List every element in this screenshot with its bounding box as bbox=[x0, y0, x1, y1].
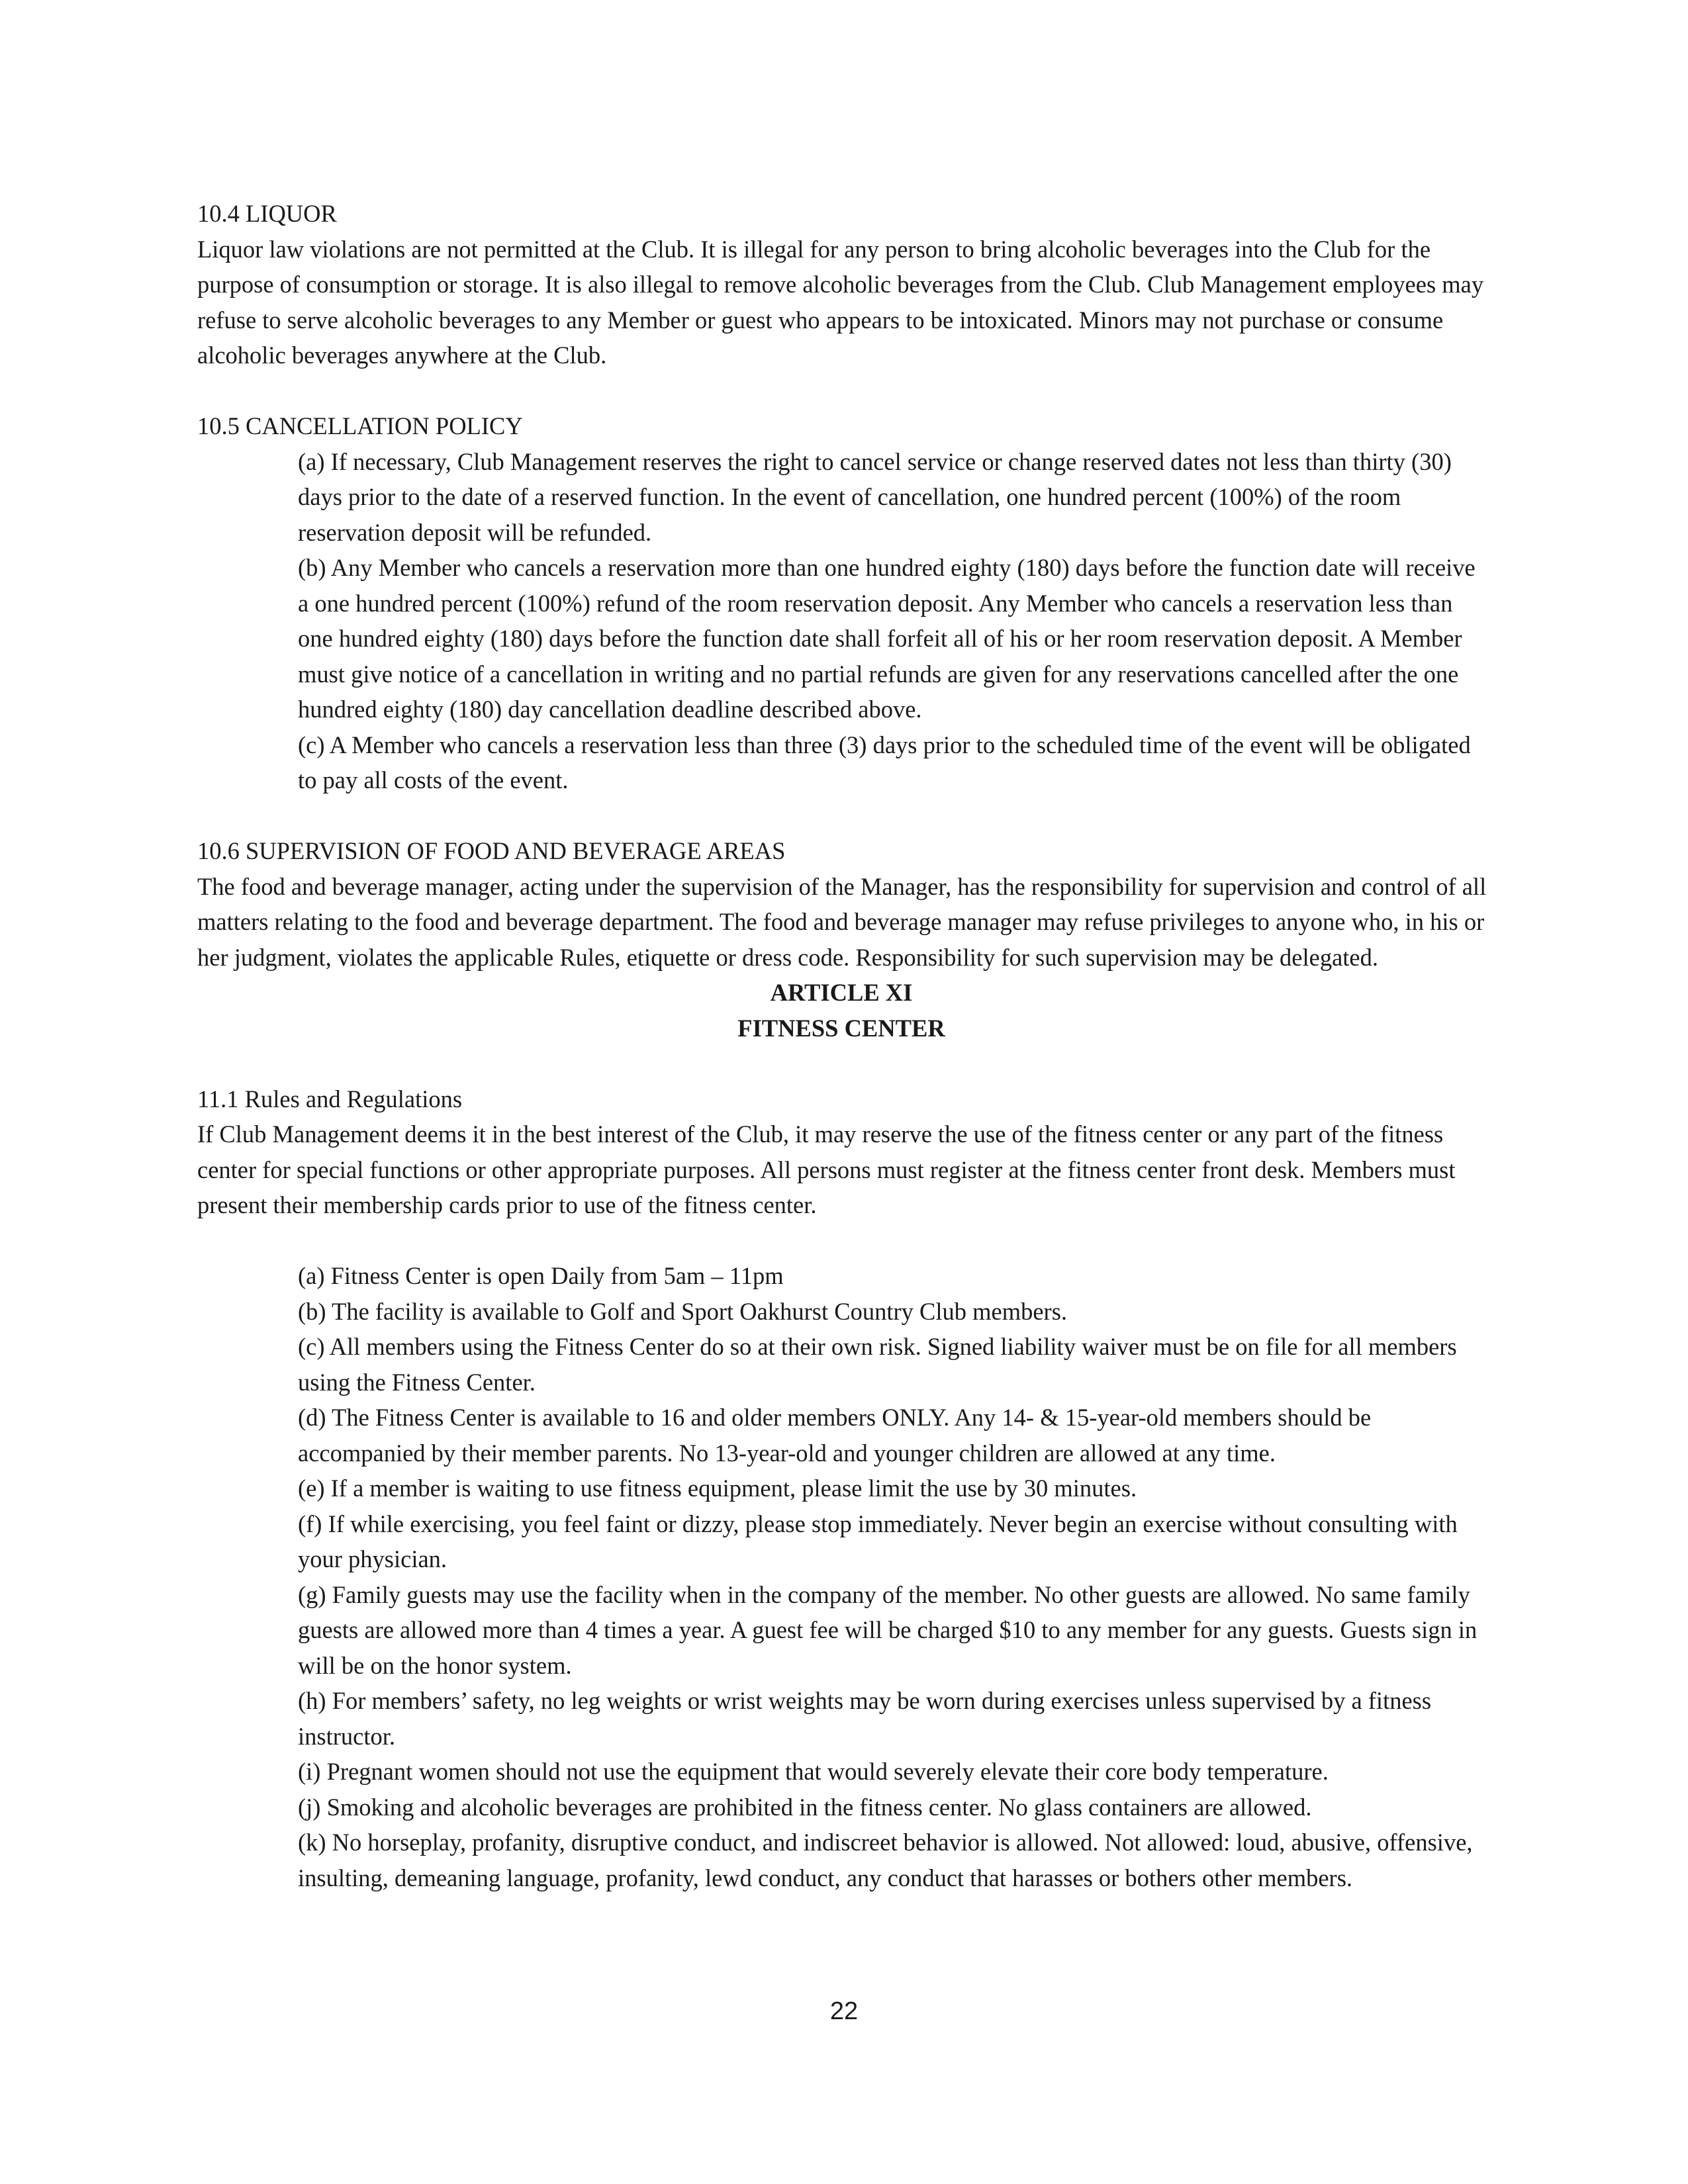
list-item: (b) The facility is available to Golf and Sport Oakhurst Country Club members. bbox=[298, 1297, 1068, 1325]
article-title: FITNESS CENTER bbox=[737, 1014, 945, 1042]
page-number: 22 bbox=[829, 1997, 859, 2025]
spacer bbox=[197, 373, 1491, 409]
section-heading: 10.5 CANCELLATION POLICY bbox=[197, 412, 523, 439]
list-item: (a) Fitness Center is open Daily from 5am – 11pm bbox=[298, 1262, 784, 1289]
article-heading bbox=[197, 975, 1491, 1046]
section-body: Liquor law violations are not permitted at the Club. It is illegal for any person to bring alcoholic beverages into the Club for the purpose of consumption or storage. It is also illegal to remove alcoholic beverages from the Club. Club Management employees may refuse to serve alcoholic beverages to any Member or guest who appears to be intoxicated. Minors may not purchase or consume alcoholic beverages anywhere at the Club. bbox=[197, 235, 1484, 369]
list-item: (j) Smoking and alcoholic beverages are prohibited in the fitness center. No glass containers are allowed. bbox=[298, 1793, 1312, 1821]
spacer bbox=[197, 1046, 1491, 1081]
list-item: (k) No horseplay, profanity, disruptive conduct, and indiscreet behavior is allowed. Not allowed: loud, abusive, offensive, insulting, demeaning language, profanity, lewd conduct, any conduct that harasses or bothers other members. bbox=[298, 1829, 1473, 1891]
list-item: (d) The Fitness Center is available to 16 and older members ONLY. Any 14- & 15-year-old members should be accompanied by their member parents. No 13-year-old and younger children are allowed at any time. bbox=[298, 1404, 1372, 1467]
list-item: (g) Family guests may use the facility when in the company of the member. No other guests are allowed. No same family guests are allowed more than 4 times a year. A guest fee will be charged $10 to any member for any guests. Guests sign in will be on the honor system. bbox=[298, 1580, 1477, 1679]
document-page bbox=[197, 196, 1491, 1895]
section-11-1 bbox=[197, 1081, 1491, 1896]
cancellation-items bbox=[298, 444, 1491, 798]
spacer bbox=[197, 798, 1491, 834]
list-item: (f) If while exercising, you feel faint or dizzy, please stop immediately. Never begin an exercise without consulting with your physician. bbox=[298, 1510, 1458, 1572]
list-item: (c) A Member who cancels a reservation less than three (3) days prior to the scheduled time of the event will be obligated to pay all costs of the event. bbox=[298, 731, 1471, 794]
section-10-5 bbox=[197, 408, 1491, 798]
list-item: (h) For members’ safety, no leg weights or wrist weights may be worn during exercises unless supervised by a fitness instructor. bbox=[298, 1687, 1432, 1750]
section-heading: 11.1 Rules and Regulations bbox=[197, 1085, 463, 1113]
list-item: (b) Any Member who cancels a reservation more than one hundred eighty (180) days before the function date will receive a one hundred percent (100%) refund of the room reservation deposit. Any Member who cancels a reservation less than one hundred eighty (180) days before the function date shall forfeit all of his or her room reservation deposit. A Member must give notice of a cancellation in writing and no partial refunds are given for any reservations cancelled after the one hundred eighty (180) day cancellation deadline described above. bbox=[298, 554, 1476, 723]
section-heading: 10.4 LIQUOR bbox=[197, 200, 337, 227]
list-item: (a) If necessary, Club Management reserves the right to cancel service or change reserved dates not less than thirty (30) days prior to the date of a reserved function. In the event of cancellation, one hundred percent (100%) of the room reservation deposit will be refunded. bbox=[298, 447, 1452, 546]
spacer bbox=[197, 1223, 1491, 1259]
fitness-rules-list bbox=[298, 1258, 1491, 1895]
list-item: (e) If a member is waiting to use fitness equipment, please limit the use by 30 minutes. bbox=[298, 1475, 1137, 1502]
list-item: (i) Pregnant women should not use the equipment that would severely elevate their core body temperature. bbox=[298, 1758, 1329, 1785]
section-10-4 bbox=[197, 196, 1491, 373]
article-number: ARTICLE XI bbox=[770, 979, 913, 1006]
list-item: (c) All members using the Fitness Center do so at their own risk. Signed liability waiver must be on file for all members using the Fitness Center. bbox=[298, 1333, 1457, 1396]
section-body: If Club Management deems it in the best interest of the Club, it may reserve the use of the fitness center or any part of the fitness center for special functions or other appropriate purposes. All persons must register at the fitness center front desk. Members must present their membership cards prior to use of the fitness center. bbox=[197, 1120, 1456, 1218]
section-body: The food and beverage manager, acting under the supervision of the Manager, has the responsibility for supervision and control of all matters relating to the food and beverage department. The food and beverage manager may refuse privileges to anyone who, in his or her judgment, violates the applicable Rules, etiquette or dress code. Responsibility for such supervision may be delegated. bbox=[197, 872, 1487, 971]
section-10-6 bbox=[197, 833, 1491, 975]
section-heading: 10.6 SUPERVISION OF FOOD AND BEVERAGE AREAS bbox=[197, 837, 786, 864]
